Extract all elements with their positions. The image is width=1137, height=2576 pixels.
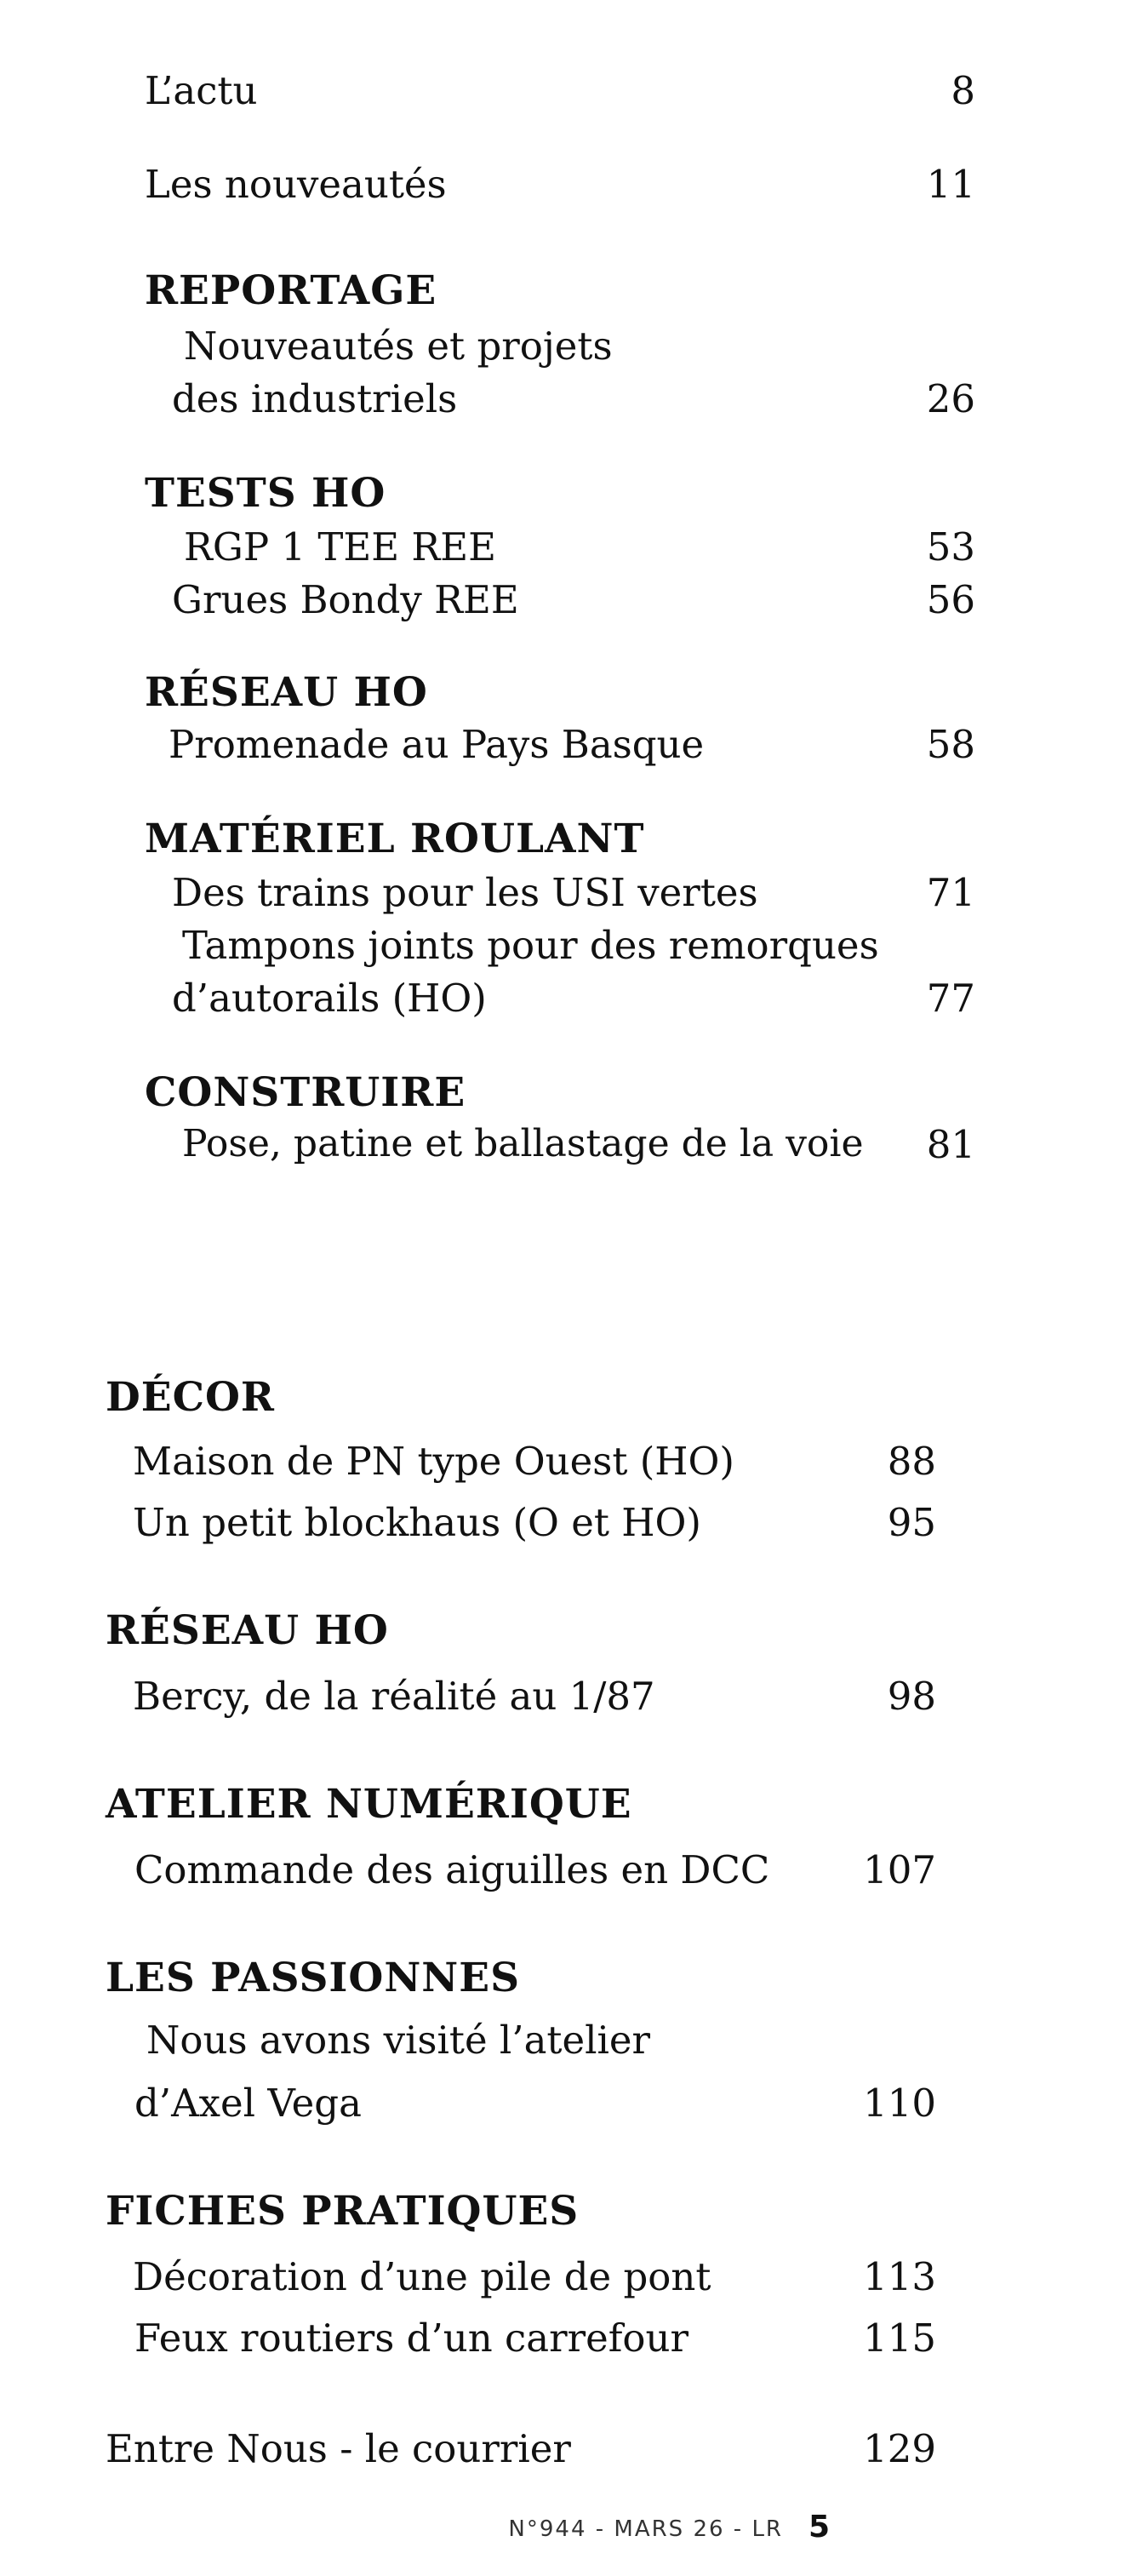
toc-entry-label: Commande des aiguilles en DCC <box>134 1847 770 1892</box>
toc-entry-label: Maison de PN type Ouest (HO) <box>133 1439 734 1484</box>
toc-entry-label: Des trains pour les USI vertes <box>172 870 758 915</box>
toc-entry-page: 113 <box>863 2254 936 2299</box>
section-heading: MATÉRIEL ROULANT <box>145 816 645 862</box>
toc-entry-page: 8 <box>951 68 975 113</box>
toc-entry-page: 81 <box>926 1122 975 1167</box>
toc-entry-page: 129 <box>863 2426 936 2471</box>
toc-entry-label: Feux routiers d’un carrefour <box>134 2316 688 2361</box>
toc-entry-label: d’Axel Vega <box>134 2081 362 2126</box>
section-heading: REPORTAGE <box>145 267 437 314</box>
toc-entry-page: 26 <box>926 376 975 421</box>
toc-entry-page: 11 <box>926 162 975 207</box>
toc-entry-page: 110 <box>863 2081 936 2126</box>
toc-entry-label: des industriels <box>172 376 458 421</box>
section-heading: RÉSEAU HO <box>106 1607 389 1654</box>
toc-entry-page: 58 <box>926 722 975 767</box>
toc-entry-label: Entre Nous - le courrier <box>106 2426 571 2471</box>
toc-entry-page: 115 <box>863 2316 936 2361</box>
toc-entry-label: Décoration d’une pile de pont <box>133 2254 711 2299</box>
section-heading: FICHES PRATIQUES <box>106 2188 580 2235</box>
toc-entry-label: L’actu <box>145 68 258 113</box>
toc-entry-label: Tampons joints pour des remorques <box>182 923 879 968</box>
section-heading: DÉCOR <box>106 1374 275 1421</box>
toc-entry-label: Grues Bondy REE <box>172 577 519 622</box>
toc-entry-page: 71 <box>926 870 975 915</box>
toc-entry-page: 56 <box>926 577 975 622</box>
toc-entry-page: 107 <box>863 1847 936 1892</box>
toc-entry-label: Nouveautés et projets <box>184 323 613 369</box>
page-number: 5 <box>808 2510 831 2545</box>
toc-entry-label: Un petit blockhaus (O et HO) <box>133 1500 701 1545</box>
section-heading: CONSTRUIRE <box>145 1069 466 1116</box>
issue-info: N°944 - MARS 26 - LR <box>508 2516 783 2542</box>
section-heading: ATELIER NUMÉRIQUE <box>106 1781 632 1828</box>
toc-entry-label: Promenade au Pays Basque <box>169 722 705 767</box>
toc-entry-page: 88 <box>887 1439 936 1484</box>
section-heading: TESTS HO <box>145 470 386 517</box>
toc-entry-label: Pose, patine et ballastage de la voie <box>182 1122 864 1165</box>
toc-entry-page: 77 <box>926 976 975 1021</box>
section-heading: LES PASSIONNES <box>106 1955 521 2001</box>
section-heading: RÉSEAU HO <box>145 669 428 716</box>
toc-entry-label: Nous avons visité l’atelier <box>146 2018 651 2063</box>
toc-entry-page: 95 <box>887 1500 936 1545</box>
toc-entry-label: d’autorails (HO) <box>172 976 487 1021</box>
toc-entry-label: Bercy, de la réalité au 1/87 <box>133 1674 655 1719</box>
toc-entry-label: RGP 1 TEE REE <box>184 524 496 570</box>
toc-entry-page: 53 <box>926 524 975 570</box>
toc-entry-label: Les nouveautés <box>145 162 447 207</box>
toc-entry-page: 98 <box>887 1674 936 1719</box>
